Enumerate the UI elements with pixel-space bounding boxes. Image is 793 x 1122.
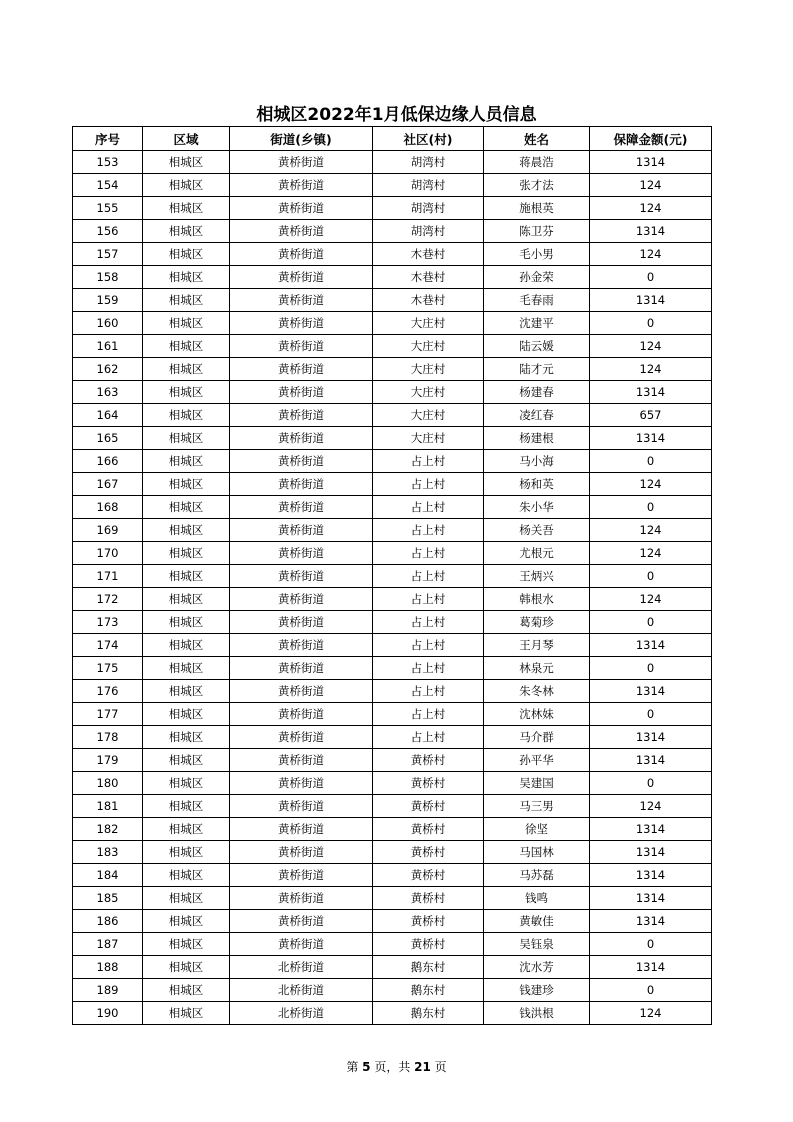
cell-index: 183 — [73, 841, 143, 864]
cell-street: 黄桥街道 — [230, 496, 373, 519]
cell-amount: 1314 — [590, 818, 712, 841]
cell-amount: 124 — [590, 473, 712, 496]
cell-amount: 1314 — [590, 749, 712, 772]
cell-index: 153 — [73, 151, 143, 174]
cell-index: 155 — [73, 197, 143, 220]
cell-name: 杨关吾 — [484, 519, 590, 542]
table-row — [73, 864, 712, 887]
cell-district: 相城区 — [143, 381, 230, 404]
cell-index: 156 — [73, 220, 143, 243]
cell-street: 黄桥街道 — [230, 151, 373, 174]
cell-district: 相城区 — [143, 772, 230, 795]
table-row — [73, 818, 712, 841]
cell-index: 190 — [73, 1002, 143, 1025]
cell-amount: 124 — [590, 519, 712, 542]
cell-community: 胡湾村 — [373, 197, 484, 220]
cell-index: 160 — [73, 312, 143, 335]
cell-district: 相城区 — [143, 335, 230, 358]
table-row — [73, 358, 712, 381]
cell-district: 相城区 — [143, 519, 230, 542]
cell-street: 黄桥街道 — [230, 312, 373, 335]
cell-amount: 124 — [590, 197, 712, 220]
cell-community: 黄桥村 — [373, 795, 484, 818]
table-row — [73, 1002, 712, 1025]
cell-amount: 0 — [590, 933, 712, 956]
cell-district: 相城区 — [143, 289, 230, 312]
table-row — [73, 266, 712, 289]
table-row — [73, 427, 712, 450]
cell-name: 马介群 — [484, 726, 590, 749]
cell-index: 178 — [73, 726, 143, 749]
column-header-name: 姓名 — [484, 127, 590, 151]
cell-amount: 124 — [590, 588, 712, 611]
cell-district: 相城区 — [143, 220, 230, 243]
column-header-index: 序号 — [73, 127, 143, 151]
cell-street: 黄桥街道 — [230, 933, 373, 956]
cell-index: 171 — [73, 565, 143, 588]
cell-index: 172 — [73, 588, 143, 611]
cell-district: 相城区 — [143, 726, 230, 749]
cell-amount: 0 — [590, 266, 712, 289]
table-row — [73, 933, 712, 956]
cell-index: 157 — [73, 243, 143, 266]
cell-name: 葛菊珍 — [484, 611, 590, 634]
cell-index: 187 — [73, 933, 143, 956]
cell-amount: 1314 — [590, 151, 712, 174]
cell-name: 王月琴 — [484, 634, 590, 657]
cell-index: 177 — [73, 703, 143, 726]
cell-name: 吴钰泉 — [484, 933, 590, 956]
cell-community: 占上村 — [373, 611, 484, 634]
cell-district: 相城区 — [143, 151, 230, 174]
cell-street: 黄桥街道 — [230, 611, 373, 634]
cell-street: 黄桥街道 — [230, 289, 373, 312]
cell-community: 占上村 — [373, 588, 484, 611]
table-row — [73, 565, 712, 588]
column-header-community: 社区(村) — [373, 127, 484, 151]
cell-community: 黄桥村 — [373, 818, 484, 841]
cell-street: 北桥街道 — [230, 1002, 373, 1025]
table-row — [73, 634, 712, 657]
cell-district: 相城区 — [143, 427, 230, 450]
table-row — [73, 519, 712, 542]
cell-name: 韩根水 — [484, 588, 590, 611]
cell-street: 黄桥街道 — [230, 588, 373, 611]
table-row — [73, 289, 712, 312]
cell-name: 钱洪根 — [484, 1002, 590, 1025]
cell-amount: 0 — [590, 772, 712, 795]
cell-community: 黄桥村 — [373, 887, 484, 910]
cell-index: 161 — [73, 335, 143, 358]
table-row — [73, 243, 712, 266]
footer-prefix: 第 — [346, 1060, 363, 1074]
cell-amount: 1314 — [590, 887, 712, 910]
cell-index: 175 — [73, 657, 143, 680]
cell-street: 黄桥街道 — [230, 864, 373, 887]
cell-district: 相城区 — [143, 979, 230, 1002]
cell-district: 相城区 — [143, 657, 230, 680]
cell-street: 黄桥街道 — [230, 726, 373, 749]
cell-community: 胡湾村 — [373, 174, 484, 197]
cell-community: 占上村 — [373, 680, 484, 703]
cell-community: 占上村 — [373, 519, 484, 542]
cell-street: 黄桥街道 — [230, 427, 373, 450]
page-title: 相城区2022年1月低保边缘人员信息 — [256, 105, 537, 125]
cell-district: 相城区 — [143, 1002, 230, 1025]
table-row — [73, 703, 712, 726]
cell-index: 159 — [73, 289, 143, 312]
cell-community: 占上村 — [373, 703, 484, 726]
cell-street: 黄桥街道 — [230, 243, 373, 266]
cell-amount: 0 — [590, 657, 712, 680]
cell-index: 164 — [73, 404, 143, 427]
table-row — [73, 473, 712, 496]
cell-street: 黄桥街道 — [230, 749, 373, 772]
footer-page-number: 5 — [362, 1060, 371, 1074]
table-row — [73, 887, 712, 910]
cell-name: 孙金荣 — [484, 266, 590, 289]
cell-amount: 1314 — [590, 220, 712, 243]
table-header-row — [73, 127, 712, 151]
cell-district: 相城区 — [143, 864, 230, 887]
cell-street: 黄桥街道 — [230, 634, 373, 657]
cell-community: 木巷村 — [373, 266, 484, 289]
cell-community: 占上村 — [373, 450, 484, 473]
cell-name: 徐坚 — [484, 818, 590, 841]
cell-community: 木巷村 — [373, 289, 484, 312]
cell-index: 174 — [73, 634, 143, 657]
cell-street: 黄桥街道 — [230, 266, 373, 289]
column-header-district: 区域 — [143, 127, 230, 151]
cell-amount: 1314 — [590, 841, 712, 864]
cell-index: 179 — [73, 749, 143, 772]
cell-index: 173 — [73, 611, 143, 634]
cell-street: 黄桥街道 — [230, 657, 373, 680]
cell-name: 沈建平 — [484, 312, 590, 335]
cell-amount: 0 — [590, 703, 712, 726]
cell-street: 黄桥街道 — [230, 404, 373, 427]
cell-name: 王炳兴 — [484, 565, 590, 588]
cell-index: 189 — [73, 979, 143, 1002]
column-header-street: 街道(乡镇) — [230, 127, 373, 151]
table-body — [73, 151, 712, 1025]
table-row — [73, 841, 712, 864]
table-row — [73, 197, 712, 220]
cell-name: 黄敏佳 — [484, 910, 590, 933]
cell-community: 木巷村 — [373, 243, 484, 266]
cell-street: 黄桥街道 — [230, 542, 373, 565]
cell-street: 黄桥街道 — [230, 220, 373, 243]
cell-street: 黄桥街道 — [230, 358, 373, 381]
cell-amount: 124 — [590, 243, 712, 266]
cell-amount: 124 — [590, 795, 712, 818]
cell-community: 黄桥村 — [373, 864, 484, 887]
cell-name: 陈卫芬 — [484, 220, 590, 243]
cell-name: 马苏磊 — [484, 864, 590, 887]
cell-amount: 124 — [590, 358, 712, 381]
cell-index: 184 — [73, 864, 143, 887]
cell-community: 鹅东村 — [373, 956, 484, 979]
cell-community: 大庄村 — [373, 404, 484, 427]
cell-street: 黄桥街道 — [230, 910, 373, 933]
cell-amount: 124 — [590, 1002, 712, 1025]
cell-community: 鹅东村 — [373, 1002, 484, 1025]
cell-community: 黄桥村 — [373, 772, 484, 795]
cell-community: 大庄村 — [373, 381, 484, 404]
cell-index: 158 — [73, 266, 143, 289]
cell-community: 占上村 — [373, 542, 484, 565]
cell-street: 黄桥街道 — [230, 772, 373, 795]
cell-district: 相城区 — [143, 818, 230, 841]
cell-street: 黄桥街道 — [230, 565, 373, 588]
cell-index: 185 — [73, 887, 143, 910]
table-row — [73, 404, 712, 427]
cell-district: 相城区 — [143, 404, 230, 427]
page-footer — [0, 1058, 793, 1075]
cell-name: 钱建珍 — [484, 979, 590, 1002]
cell-amount: 1314 — [590, 956, 712, 979]
table-row — [73, 450, 712, 473]
table-row — [73, 496, 712, 519]
table-row — [73, 312, 712, 335]
cell-amount: 0 — [590, 450, 712, 473]
cell-community: 大庄村 — [373, 427, 484, 450]
table-row — [73, 772, 712, 795]
cell-district: 相城区 — [143, 496, 230, 519]
cell-district: 相城区 — [143, 841, 230, 864]
cell-name: 施根英 — [484, 197, 590, 220]
cell-name: 马三男 — [484, 795, 590, 818]
cell-amount: 1314 — [590, 381, 712, 404]
cell-community: 胡湾村 — [373, 220, 484, 243]
cell-name: 马小海 — [484, 450, 590, 473]
cell-street: 北桥街道 — [230, 956, 373, 979]
cell-district: 相城区 — [143, 312, 230, 335]
cell-amount: 1314 — [590, 680, 712, 703]
cell-community: 占上村 — [373, 726, 484, 749]
cell-district: 相城区 — [143, 680, 230, 703]
cell-street: 黄桥街道 — [230, 197, 373, 220]
cell-district: 相城区 — [143, 795, 230, 818]
cell-amount: 124 — [590, 174, 712, 197]
cell-district: 相城区 — [143, 611, 230, 634]
cell-community: 大庄村 — [373, 358, 484, 381]
cell-index: 166 — [73, 450, 143, 473]
cell-community: 大庄村 — [373, 312, 484, 335]
cell-name: 毛小男 — [484, 243, 590, 266]
cell-street: 黄桥街道 — [230, 450, 373, 473]
cell-amount: 0 — [590, 979, 712, 1002]
cell-district: 相城区 — [143, 956, 230, 979]
cell-index: 165 — [73, 427, 143, 450]
table-row — [73, 542, 712, 565]
cell-amount: 124 — [590, 542, 712, 565]
cell-community: 黄桥村 — [373, 749, 484, 772]
table-row — [73, 726, 712, 749]
cell-amount: 0 — [590, 496, 712, 519]
cell-name: 蒋晨浩 — [484, 151, 590, 174]
table-row — [73, 956, 712, 979]
cell-community: 黄桥村 — [373, 910, 484, 933]
cell-amount: 1314 — [590, 427, 712, 450]
table-row — [73, 588, 712, 611]
cell-name: 沈水芳 — [484, 956, 590, 979]
cell-street: 北桥街道 — [230, 979, 373, 1002]
cell-district: 相城区 — [143, 634, 230, 657]
cell-index: 168 — [73, 496, 143, 519]
cell-street: 黄桥街道 — [230, 473, 373, 496]
cell-name: 杨建春 — [484, 381, 590, 404]
cell-name: 杨和英 — [484, 473, 590, 496]
cell-index: 186 — [73, 910, 143, 933]
cell-index: 154 — [73, 174, 143, 197]
cell-community: 黄桥村 — [373, 841, 484, 864]
cell-community: 黄桥村 — [373, 933, 484, 956]
table-row — [73, 174, 712, 197]
cell-district: 相城区 — [143, 887, 230, 910]
cell-name: 钱鸣 — [484, 887, 590, 910]
cell-amount: 1314 — [590, 726, 712, 749]
cell-district: 相城区 — [143, 910, 230, 933]
cell-name: 凌红春 — [484, 404, 590, 427]
table-row — [73, 795, 712, 818]
cell-name: 沈林妹 — [484, 703, 590, 726]
cell-index: 182 — [73, 818, 143, 841]
cell-index: 180 — [73, 772, 143, 795]
cell-name: 毛春雨 — [484, 289, 590, 312]
cell-name: 孙平华 — [484, 749, 590, 772]
footer-total-pages: 21 — [414, 1060, 431, 1074]
cell-name: 吴建国 — [484, 772, 590, 795]
cell-district: 相城区 — [143, 197, 230, 220]
cell-community: 占上村 — [373, 634, 484, 657]
cell-amount: 0 — [590, 611, 712, 634]
table-row — [73, 611, 712, 634]
footer-middle: 页，共 — [370, 1060, 415, 1074]
cell-district: 相城区 — [143, 749, 230, 772]
cell-index: 169 — [73, 519, 143, 542]
cell-name: 朱冬林 — [484, 680, 590, 703]
cell-district: 相城区 — [143, 703, 230, 726]
cell-index: 181 — [73, 795, 143, 818]
column-header-amount: 保障金额(元) — [590, 127, 712, 151]
cell-index: 162 — [73, 358, 143, 381]
cell-index: 176 — [73, 680, 143, 703]
cell-street: 黄桥街道 — [230, 381, 373, 404]
cell-amount: 124 — [590, 335, 712, 358]
cell-district: 相城区 — [143, 450, 230, 473]
cell-community: 占上村 — [373, 496, 484, 519]
cell-district: 相城区 — [143, 565, 230, 588]
cell-district: 相城区 — [143, 358, 230, 381]
cell-index: 167 — [73, 473, 143, 496]
cell-community: 胡湾村 — [373, 151, 484, 174]
cell-name: 张才法 — [484, 174, 590, 197]
cell-name: 朱小华 — [484, 496, 590, 519]
table-row — [73, 381, 712, 404]
cell-amount: 1314 — [590, 864, 712, 887]
table-row — [73, 335, 712, 358]
cell-district: 相城区 — [143, 243, 230, 266]
cell-district: 相城区 — [143, 588, 230, 611]
cell-name: 尤根元 — [484, 542, 590, 565]
cell-street: 黄桥街道 — [230, 335, 373, 358]
cell-amount: 0 — [590, 312, 712, 335]
cell-district: 相城区 — [143, 933, 230, 956]
cell-name: 陆云媛 — [484, 335, 590, 358]
cell-district: 相城区 — [143, 542, 230, 565]
cell-name: 陆才元 — [484, 358, 590, 381]
cell-index: 163 — [73, 381, 143, 404]
cell-street: 黄桥街道 — [230, 519, 373, 542]
cell-district: 相城区 — [143, 473, 230, 496]
cell-name: 马国林 — [484, 841, 590, 864]
cell-district: 相城区 — [143, 174, 230, 197]
cell-community: 占上村 — [373, 657, 484, 680]
cell-street: 黄桥街道 — [230, 680, 373, 703]
cell-street: 黄桥街道 — [230, 174, 373, 197]
cell-street: 黄桥街道 — [230, 818, 373, 841]
table-row — [73, 220, 712, 243]
cell-amount: 657 — [590, 404, 712, 427]
cell-community: 占上村 — [373, 565, 484, 588]
cell-community: 大庄村 — [373, 335, 484, 358]
footer-suffix: 页 — [430, 1060, 447, 1074]
cell-amount: 0 — [590, 565, 712, 588]
cell-street: 黄桥街道 — [230, 703, 373, 726]
cell-street: 黄桥街道 — [230, 887, 373, 910]
cell-index: 188 — [73, 956, 143, 979]
cell-amount: 1314 — [590, 910, 712, 933]
table-row — [73, 979, 712, 1002]
cell-amount: 1314 — [590, 634, 712, 657]
cell-community: 鹅东村 — [373, 979, 484, 1002]
table-row — [73, 657, 712, 680]
cell-name: 杨建根 — [484, 427, 590, 450]
cell-district: 相城区 — [143, 266, 230, 289]
table-row — [73, 151, 712, 174]
cell-community: 占上村 — [373, 473, 484, 496]
cell-street: 黄桥街道 — [230, 841, 373, 864]
table-row — [73, 680, 712, 703]
table-row — [73, 910, 712, 933]
cell-name: 林泉元 — [484, 657, 590, 680]
cell-amount: 1314 — [590, 289, 712, 312]
cell-street: 黄桥街道 — [230, 795, 373, 818]
data-table — [72, 126, 712, 1025]
table-row — [73, 749, 712, 772]
cell-index: 170 — [73, 542, 143, 565]
